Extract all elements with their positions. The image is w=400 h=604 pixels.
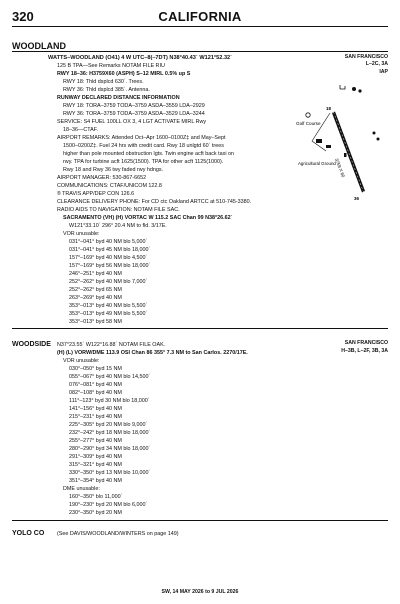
dme-restriction: 230°–350° byd 20 NM bbox=[69, 510, 122, 516]
service-line: SERVICE: S4 FUEL 100LL OX 3, 4 LGT ACTIVATE MIRL Rwy bbox=[57, 119, 207, 125]
section-rule bbox=[12, 520, 388, 521]
section-rule bbox=[12, 328, 388, 329]
airport-manager: AIRPORT MANAGER: 530-867-6652 bbox=[57, 175, 147, 181]
building-icon bbox=[326, 145, 331, 148]
dme-restriction: 190°–230° byd 20 NM blo 6,000´ bbox=[69, 502, 148, 508]
building-icon bbox=[344, 153, 347, 157]
footer-effective-dates: SW, 14 MAY 2026 to 9 JUL 2026 bbox=[161, 589, 239, 595]
airport-remarks-3: higher than pole mounted obstruction lgts. Twin engine acft back taxi on bbox=[63, 151, 235, 157]
woodland-iap: IAP bbox=[379, 69, 388, 75]
app-dep-line bbox=[57, 191, 134, 197]
building-icon bbox=[316, 139, 322, 143]
communications: COMMUNICATIONS: CTAF/UNICOM 122.8 bbox=[57, 183, 162, 189]
vor-restriction: 215°–231° byd 40 NM bbox=[69, 414, 122, 420]
app-dep-text: TRAVIS APP/DEP CON 126.6 bbox=[62, 191, 135, 197]
woodland-sectional: SAN FRANCISCO bbox=[344, 54, 388, 60]
city-woodside: WOODSIDE bbox=[12, 341, 51, 348]
rwy36-remark: RWY 36: Thld dsplcd 385´. Antenna. bbox=[63, 87, 150, 93]
vor-restriction: 141°–156° byd 40 NM bbox=[69, 406, 122, 412]
runway-36-label: 36 bbox=[354, 196, 359, 201]
woodside-sectional: SAN FRANCISCO bbox=[344, 340, 388, 346]
page-number: 320 bbox=[12, 9, 34, 24]
golf-course-label: Golf Course bbox=[296, 121, 321, 126]
vor-restriction: 030°–050° byd 15 NM bbox=[69, 366, 122, 372]
vor-restriction: 315°–321° byd 40 NM bbox=[69, 462, 122, 468]
airport-remarks-2: 1500–0200Z‡. Fuel 24 hrs with credit card. Rwy 18 unlgtd 60´ trees bbox=[63, 143, 224, 149]
tree-icon bbox=[352, 87, 356, 91]
airport-remarks-1: AIRPORT REMARKS: Attended Oct–Apr 1600–0100Z‡ and May–Sept bbox=[57, 135, 226, 141]
obstruction-icon bbox=[373, 132, 376, 135]
obstruction-icon bbox=[377, 138, 380, 141]
service-line-2: 18–36—CTAF. bbox=[63, 127, 98, 133]
woodland-chart-ref: L–2C, 3A bbox=[365, 61, 388, 67]
vortac-line: SACRAMENTO (VH) (H) VORTAC W 115.2 SAC Chan 99 N38°26.62´ bbox=[63, 215, 233, 221]
vor-restriction: 031°–041° byd 45 NM blo 18,000´ bbox=[69, 247, 151, 253]
vor-restriction: 031°–041° byd 40 NM blo 5,000´ bbox=[69, 239, 148, 245]
tree-icon bbox=[358, 89, 361, 92]
declared-distance-title: RUNWAY DECLARED DISTANCE INFORMATION bbox=[57, 95, 180, 101]
vor-restriction: 252°–262° byd 40 NM blo 7,000´ bbox=[69, 279, 148, 285]
vor-restriction: 246°–251° byd 40 NM bbox=[69, 271, 122, 277]
vor-restriction: 082°–108° byd 40 NM bbox=[69, 390, 122, 396]
vor-restriction: 157°–169° byd 40 NM blo 4,500´ bbox=[69, 255, 148, 261]
vor-restriction: 232°–242° byd 18 NM blo 18,000´ bbox=[69, 430, 151, 436]
vortac-line-2: W121°33.10´ 296° 20.4 NM to fld. 3/17E. bbox=[69, 223, 167, 229]
woodside-vor: (H) (L) VORW/DME 113.9 OSI Chan 86 355° 7.3 NM to San Carlos. 2270/17E. bbox=[57, 350, 248, 356]
state-title: CALIFORNIA bbox=[158, 9, 242, 24]
vor-restriction: 330°–350° byd 13 NM blo 10,000´ bbox=[69, 470, 151, 476]
airport-diagram bbox=[292, 83, 390, 203]
golf-course-marker bbox=[306, 113, 310, 117]
vor-restriction: 076°–081° byd 40 NM bbox=[69, 382, 122, 388]
vor-restriction: 255°–277° byd 40 NM bbox=[69, 438, 122, 444]
elevation-line: 125 B TPA—See Remarks NOTAM FILE RIU bbox=[57, 63, 165, 69]
radio-aids: RADIO AIDS TO NAVIGATION: NOTAM FILE SAC. bbox=[57, 207, 180, 213]
travis-icon: ® bbox=[57, 191, 61, 197]
runway-line: RWY 18–36: H3759X60 (ASPH) S–12 MIRL 0.5% up S bbox=[57, 71, 191, 77]
agricultural-label: Agricultural Ground bbox=[298, 161, 336, 166]
airport-line: WATTS–WOODLAND (O41) 4 W UTC–8(–7DT) N38°40.43´ W121°52.32´ bbox=[48, 55, 233, 61]
dme-restriction: 160°–350° blo 11,000´ bbox=[69, 494, 123, 500]
vor-restriction: 055°–067° byd 40 NM blo 14,500´ bbox=[69, 374, 151, 380]
clearance-delivery: CLEARANCE DELIVERY PHONE: For CD ctc Oakland ARTCC at 510-745-3380. bbox=[57, 199, 252, 205]
city-woodland: WOODLAND bbox=[12, 41, 66, 51]
vor-restriction: 111°–123° byd 30 NM blo 18,000´ bbox=[69, 398, 150, 404]
airport-remarks-4: rwy. TPA for turbine acft 1625(1500). TPA for other acft 1125(1000). bbox=[63, 159, 224, 165]
vor-restriction: 353°–013° byd 58 NM bbox=[69, 319, 122, 325]
runway-dimension-label: 3759 X 60 bbox=[334, 157, 346, 179]
vor-restriction: 353°–013° byd 40 NM blo 5,500´ bbox=[69, 303, 148, 309]
runway-18-label: 18 bbox=[326, 106, 331, 111]
north-obstruction-icon bbox=[340, 85, 345, 89]
airport-remarks-5: Rwy 18 and Rwy 36 twy faded rwy hdngs. bbox=[63, 167, 164, 173]
declared-rwy36: RWY 36: TORA–3759 TODA–3759 ASDA–3529 LDA–3244 bbox=[63, 111, 205, 117]
yolo-note: (See DAVIS/WOODLAND/WINTERS on page 149) bbox=[57, 531, 179, 537]
vor-unusable-label: VOR unusable: bbox=[63, 231, 100, 237]
vor-restriction: 291°–309° byd 40 NM bbox=[69, 454, 122, 460]
city-yolo: YOLO CO bbox=[12, 530, 45, 537]
vor-restriction: 353°–013° byd 49 NM blo 5,500´ bbox=[69, 311, 148, 317]
vor-restriction: 280°–290° byd 34 NM blo 18,000´ bbox=[69, 446, 151, 452]
woodland-rule bbox=[12, 51, 388, 52]
vor-restriction: 157°–169° byd 56 NM blo 18,000´ bbox=[69, 263, 151, 269]
declared-rwy18: RWY 18: TORA–3759 TODA–3759 ASDA–3559 LDA–2929 bbox=[63, 103, 205, 109]
rwy18-remark: RWY 18: Thld dsplcd 630´. Trees. bbox=[63, 79, 144, 85]
header-rule bbox=[12, 26, 388, 27]
vor-restriction: 351°–354° byd 40 NM bbox=[69, 478, 122, 484]
woodside-location: N37°23.55´ W122°16.88´ NOTAM FILE OAK. bbox=[57, 342, 166, 348]
vor-restriction: 263°–269° byd 40 NM bbox=[69, 295, 122, 301]
runway-18-36 bbox=[332, 112, 365, 193]
dme-unusable-label: DME unusable: bbox=[63, 486, 100, 492]
vor-restriction: 252°–262° byd 65 NM bbox=[69, 287, 122, 293]
vor-restriction: 225°–305° byd 20 NM blo 9,000´ bbox=[69, 422, 148, 428]
woodside-chart-ref: H–3B, L–2F, 3B, 3A bbox=[341, 348, 388, 354]
woodside-vor-unusable: VOR unusable: bbox=[63, 358, 100, 364]
